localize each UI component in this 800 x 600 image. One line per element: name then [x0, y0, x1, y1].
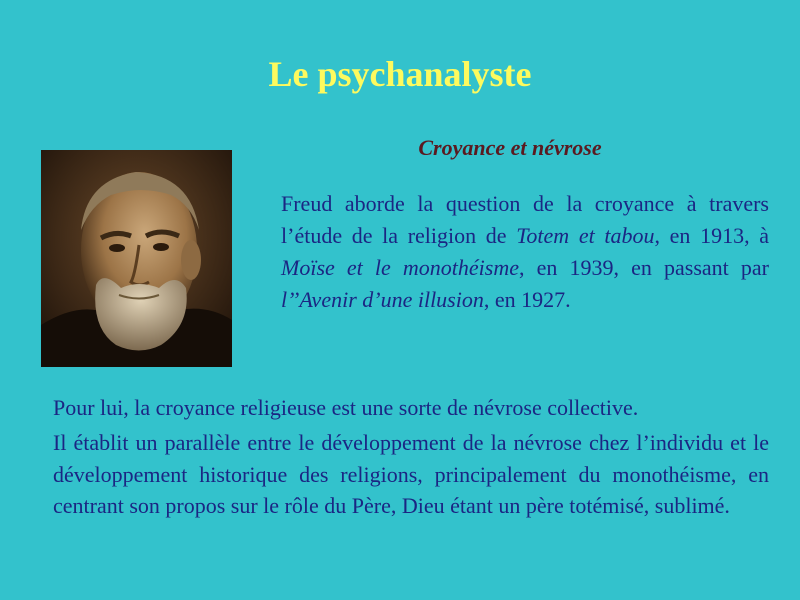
intro-text-3: , en 1939, en passant par: [518, 255, 769, 280]
intro-text-1: Freud aborde la question de la croyance à travers l’étude de la religion de: [281, 191, 769, 248]
slide-title: Le psychanalyste: [268, 54, 532, 94]
intro-text-4: , en 1927.: [483, 287, 571, 312]
intro-paragraph: [281, 188, 769, 316]
work-title-moise: Moïse et le monothéisme: [281, 255, 519, 280]
section-subtitle: Croyance et névrose: [418, 135, 602, 160]
intro-text-2: , en 1913, à: [654, 223, 769, 248]
work-title-totem: Totem et tabou: [516, 223, 655, 248]
body-paragraph-1: Pour lui, la croyance religieuse est une sorte de névrose collective.: [53, 395, 639, 420]
portrait-photo: [41, 150, 232, 367]
body-paragraph-2: Il établit un parallèle entre le développement de la névrose chez l’individu et le développement historique des religions, principalement du monothéisme, en centrant son propos sur le rôle du Père, Dieu étant un père totémisé, sublimé.: [53, 430, 769, 518]
portrait-image: [41, 150, 232, 367]
work-title-avenir: l’’Avenir d’une illusion: [281, 287, 484, 312]
